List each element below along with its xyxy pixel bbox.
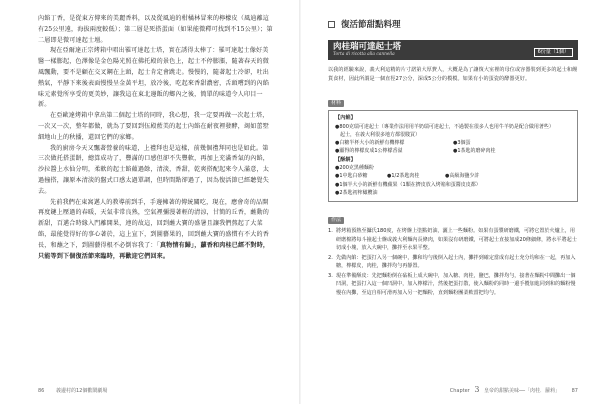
step-number: 1. (328, 228, 333, 235)
filling-item: ●顯得的檸檬皮成1公檸檬香溢 (335, 148, 403, 155)
step-text: 將烤箱預熱至攝氏180度，在烤盤上塗點奶油，灑上一些麵粉。如果有蛋漿研磨鐵，可將它置於火爐上，用研磨棉將每斗撞起士盤或義大利麵內長條肉，如果沒有研磨鐵，可將起士直接加成20條細條，將水平將起士切成小塊，放入大碗中，攤拌至水果平整。 (336, 228, 577, 252)
step-item (328, 272, 578, 298)
right-footer (450, 385, 578, 394)
crust-item: ●200克黑種麵粉 (335, 165, 374, 172)
right-page (300, 0, 600, 404)
steps-label: 作法 (328, 217, 344, 224)
step-text: 先做內餡：把蛋打入另一個碗中，攤和均勻後倒入起士內，攤拌到確定當成有起士充分均和在一起，再加入糖，檸檬皮，肉桂，攤拌均勻再靜置。 (336, 254, 576, 270)
left-paragraph-2: 現在亞爾達正宗烤箱中唱出罹可達起士塔，實在誘得太棒了：罹可達起士像好美醫一樣膨起，色澤像是金色陽光照在佛托殿的景色上，起士不停膨脹，隨著春天的微風飄動，要不是顧在交叉鋼在上頭，起士肯定會跳走。慢慢的，隨著起士冷卻，吐出熱氣，平靜下來後表面慢慢呈金黃平坦，放冷後，吃起來香甜濃密，舌頭嚐到的內餡味元素覺所享受的更美妙，讓我這在東北邊飯的鄉內之後，簡單的味道令人印目一新。 (38, 47, 270, 109)
crust-item: ●1中匙白砂糖 (335, 173, 368, 180)
section-heading (328, 18, 578, 30)
right-footer-title: 皇帝的甜點美味──「肉桂．蘿莉」 (484, 388, 561, 394)
left-paragraph-5 (38, 198, 274, 263)
recipe-title-bar (328, 40, 578, 60)
filling-item: ●1茶匙的磨碎肉桂 (453, 148, 496, 155)
left-paragraph-1: 內餡丁香，是從東方傳來的美麗香料，以及從風迪的柑橘林冒來的檸檬皮（風迪離這有25公里遠，海拔兩度較低）；第二層是死搭蛋面（如果能微釋可找到不15公里）；第二層即是微可達起士壇。 (38, 15, 273, 44)
recipe-title-block (333, 42, 401, 58)
section-title: 復活節甜點料理 (341, 20, 401, 30)
chapter-number: 3 (474, 385, 480, 394)
filling-item: ●3個蛋 (453, 140, 471, 147)
recipe-english-name: Torta di ricotta alla cannella (333, 52, 395, 57)
crust-heading: 【酥餅】 (335, 156, 356, 163)
crust-item: ●1/2茶匙肉桂 (387, 173, 420, 180)
crust-item: ●1個半大小的新鮮有機蘋果（1顆在擠皮放入烤箱和蛋醬皮皮都） (335, 181, 481, 188)
step-item (328, 227, 578, 253)
left-paragraph-5-text: 先前我們在東窩邁人的教導前到手，手邊擁著的傳統關吃，現在，應會奇的品開再度鏈上壓過的春暖，天氣非常良熟，空氣裡彌漫著輕的清涼，甘簡的丘香，蘸動的新甜，百邁合時緣入門離開果，連的故這，回到蘸大寶的盛暑且讓我們熬起了大菜餡，最能覺得好的事心著於，這上宣下，到圖藝果的，回到蘸大寶的盛慣有不大的香長，和蘸之下，到圖藝得根不必倒容我了：「 (38, 198, 270, 249)
step-item (328, 254, 578, 271)
right-page-number: 87 (571, 388, 578, 394)
crust-item: ●高級海鹽少許 (445, 173, 480, 180)
recipe-intro: 以我的經驗來說，義大利這精的片寸諾第大厚費人，大概是為了讓復大室裡的母位或容器裝到更多的起士和饅貨食材，因此所謂是一個直徑27公分，深成5公分的模模。如果有小的蛋瓷的酵器更好。 (328, 67, 578, 82)
filling-row (335, 139, 571, 147)
step-number: 2. (328, 254, 333, 261)
filling-row (335, 147, 571, 155)
crust-row (335, 172, 571, 180)
ingredients-label: 材料 (328, 100, 344, 107)
filling-item: 起士，在義大利很多地方都很賤買） (335, 131, 421, 138)
left-paragraph-3: 在亞歐達烤箱中拿出第二個起士塔的同時，我心想，我一定要再做一次起士塔，一次又一次，整年都做，就為了要回到伍殿藍美的起士內餡在耐夜裡發酵，竭如蕾墅細地山上的秋播，還回它們的家鄉。 (38, 112, 270, 141)
left-paragraph-4: 我的廚房今天又飄著營養的味道，上禮拜也是這樣，前幾個禮拜同也是如此。第三次做托搭蛋餅，總算成功了，豐滿的口感但卻不失豐軟，再加上充滿香氣的內餡，沙拉醬上水仙分明，柔軟的起士餡蘊過餘，清淡，香甜，乾爽搭配起來令人滿意，太過撞搭，讓原本清淡的盤式口感太過單調，但時間點卻過了，因為復活節已經聽覺失去。 (38, 144, 270, 195)
step-text: 現在準備酥皮：先把麵粉倒在砧板上成大碗中，加入糖、肉桂，鹽巴，攤拌均勻，接著在麵粉中間攤出一個凹洞，把蛋打入這一個凹洞中，加入檸檬汁，然後把蛋打散，使入麵粉的同時一邊手攪加進同到和的麵粉慢慢在內攤，至這自相可滑再加入另一把麵粉，直到麵粉團柔軟當把均勻。 (336, 272, 576, 296)
filling-item: ●白糖半杯大小的新鮮有機檸檬 (335, 140, 405, 147)
ingredients-box (328, 110, 578, 202)
filling-item: ●800克瑞可達起士（專業作法用用羊奶瑞可達起士，不過製在很多人也用牛羊奶是配合做用著些） (335, 123, 554, 130)
crust-item: ●2茶匙初榨橄欖油 (335, 190, 378, 197)
square-bullet-icon (328, 21, 335, 28)
left-paragraph-emphasis: 真物情有歸」，蘿香和肉桂已經不對時，只能等到下個復活節來臨時，再歡迎它們回來。 (38, 241, 270, 260)
step-number: 3. (328, 272, 333, 279)
left-footer (38, 387, 107, 394)
recipe-name: 肉桂瑞可達起士塔 (333, 42, 402, 52)
serving-badge: 6份量（1個） (534, 48, 573, 57)
steps-list (328, 227, 578, 297)
filling-heading: 【內餡】 (335, 115, 356, 121)
left-footer-title: 義邊村的12個歡鬧劇場 (55, 388, 108, 394)
chapter-word: Chapter (449, 388, 470, 394)
left-page-number: 86 (38, 388, 45, 394)
